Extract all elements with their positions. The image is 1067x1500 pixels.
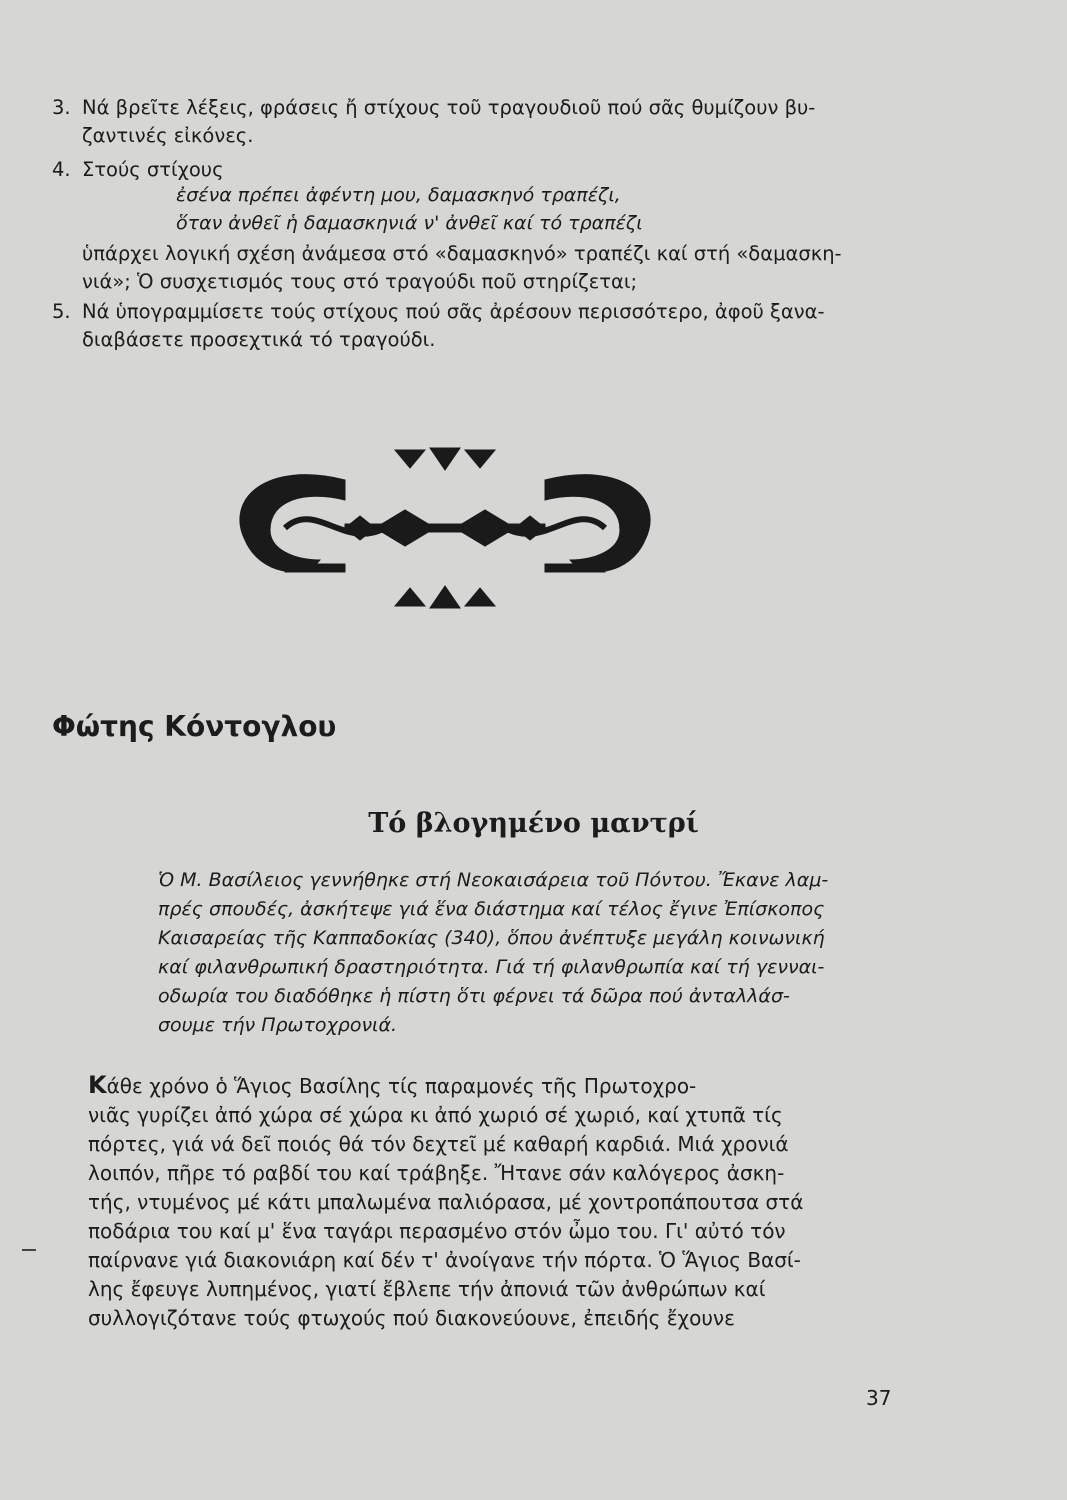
margin-mark	[22, 1249, 36, 1251]
body-line-5: τής, ντυμένος μέ κάτι μπαλωμένα παλιόρασα, μέ χοντροπάπουτσα στά	[88, 1190, 804, 1214]
intro-line-1: Ὁ Μ. Βασίλειος γεννήθηκε στή Νεοκαισάρεια τοῦ Πόντου. Ἔκανε λαμ-	[158, 869, 829, 891]
question-3-line-2: ζαντινές εἰκόνες.	[82, 124, 254, 147]
question-3	[52, 94, 912, 150]
body-line-4: λοιπόν, πῆρε τό ραβδί του καί τράβηξε. Ἤτανε σάν καλόγερος ἀσκη-	[88, 1161, 785, 1185]
author-name: Φώτης Κόντογλου	[52, 710, 337, 743]
question-5-line-1: 5. Νά ὑπογραμμίσετε τούς στίχους πού σᾶς ἀρέσουν περισσότερο, ἀφοῦ ξανα-	[52, 298, 912, 326]
question-5-line-2: διαβάσετε προσεχτικά τό τραγούδι.	[82, 328, 436, 351]
story-title: Τό βλογημένο μαντρί	[368, 808, 699, 839]
question-4-cont-line-1: ὑπάρχει λογική σχέση ἀνάμεσα στό «δαμασκηνό» τραπέζι καί στή «δαμασκη-	[82, 242, 842, 265]
body-line-8: λης ἔφευγε λυπημένος, γιατί ἔβλεπε τήν ἀπονιά τῶν ἀνθρώπων καί	[88, 1277, 766, 1301]
drop-cap: Κ	[88, 1071, 107, 1099]
body-line-7: παίρνανε γιά διακονιάρη καί δέν τ' ἀνοίγανε τήν πόρτα. Ὁ Ἅγιος Βασί-	[88, 1248, 801, 1272]
body-line-6: ποδάρια του καί μ' ἕνα ταγάρι περασμένο στόν ὦμο του. Γι' αὐτό τόν	[88, 1219, 786, 1243]
verse-line-1: ἐσένα πρέπει ἀφέντη μου, δαμασκηνό τραπέζι,	[176, 184, 621, 206]
body-line-3: πόρτες, γιά νά δεῖ ποιός θά τόν δεχτεῖ μέ καθαρή καρδιά. Μιά χρονιά	[88, 1132, 789, 1156]
question-4	[52, 156, 912, 184]
body-line-1: Κάθε χρόνο ὁ Ἅγιος Βασίλης τίς παραμονές τῆς Πρωτοχρο-	[88, 1071, 697, 1099]
intro-line-2: πρές σπουδές, ἀσκήτεψε γιά ἕνα διάστημα καί τέλος ἔγινε Ἐπίσκοπος	[158, 898, 825, 920]
question-number: 5.	[52, 300, 71, 323]
intro-line-5: οδωρία του διαδόθηκε ἡ πίστη ὅτι φέρνει τά δῶρα πού ἀνταλλάσ-	[158, 985, 790, 1007]
page-number: 37	[866, 1386, 892, 1410]
verse-line-2: ὅταν ἀνθεῖ ἡ δαμασκηνιά ν' ἀνθεῖ καί τό τραπέζι	[176, 212, 643, 234]
decorative-vignette	[225, 440, 665, 616]
body-line-9: συλλογιζότανε τούς φτωχούς πού διακονεύουνε, ἐπειδής ἔχουνε	[88, 1306, 735, 1330]
question-5	[52, 298, 912, 354]
intro-paragraph	[158, 866, 898, 1040]
intro-line-6: σουμε τήν Πρωτοχρονιά.	[158, 1014, 398, 1036]
story-body	[88, 1071, 898, 1333]
body-line-2: νιᾶς γυρίζει ἀπό χώρα σέ χώρα κι ἀπό χωριό σέ χωριό, καί χτυπᾶ τίς	[88, 1103, 783, 1127]
question-number: 3.	[52, 96, 71, 119]
question-4-line-1: 4. Στούς στίχους	[52, 156, 912, 184]
question-3-line-1: 3. Νά βρεῖτε λέξεις, φράσεις ἤ στίχους τοῦ τραγουδιοῦ πού σᾶς θυμίζουν βυ-	[52, 94, 912, 122]
question-number: 4.	[52, 158, 71, 181]
question-4-continuation	[52, 240, 912, 296]
question-4-cont-line-2: νιά»; Ὁ συσχετισμός τους στό τραγούδι ποῦ στηρίζεται;	[82, 270, 638, 293]
intro-line-4: καί φιλανθρωπική δραστηριότητα. Γιά τή φιλανθρωπία καί τή γενναι-	[158, 956, 825, 978]
intro-line-3: Καισαρείας τῆς Καππαδοκίας (340), ὅπου ἀνέπτυξε μεγάλη κοινωνική	[158, 927, 825, 949]
